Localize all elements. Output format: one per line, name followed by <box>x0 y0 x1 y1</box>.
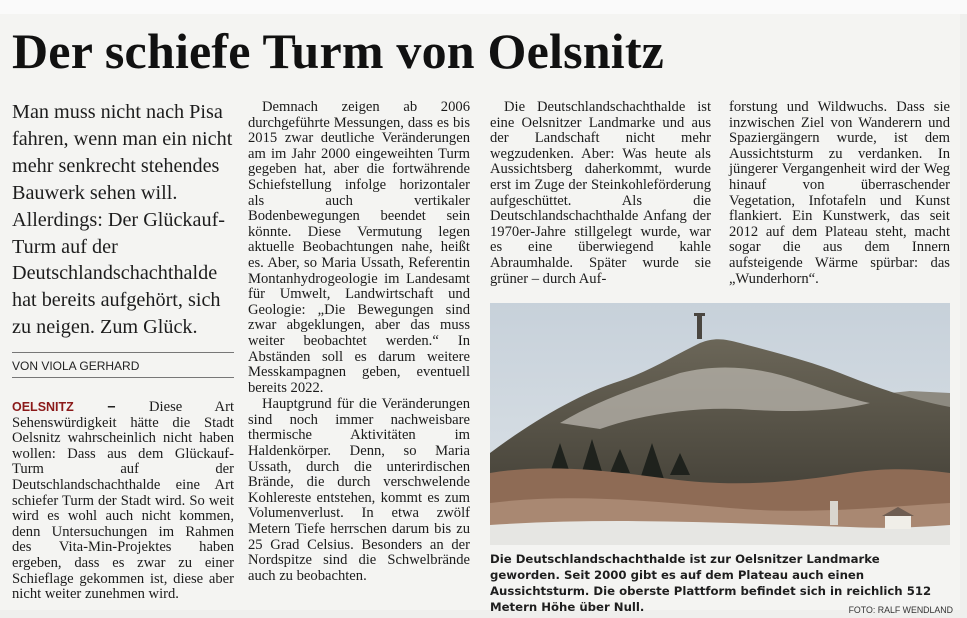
photo-hill-with-tower <box>490 303 950 545</box>
photo-credit: FOTO: RALF WENDLAND <box>848 605 953 615</box>
headline: Der schiefe Turm von Oelsnitz <box>12 23 665 79</box>
column-2-paragraph-1: Demnach zeigen ab 2006 durchgeführte Messungen, dass es bis 2015 zwar deutliche Veränderungen am im Jahr 2000 eingeweihten Turm gegeben hat, aber die fortwährende Schiefstellung infolge horizontaler als auch vertikaler Bodenbewegungen beendet sein könnte. Diese Vermutung legen aktuelle Beobachtungen nahe, heißt es. Aber, so Maria Ussath, Referentin Montanhydrogeologie im Landesamt für Umwelt, Landwirtschaft und Geologie: „Die Bewegungen sind zwar abgeklungen, aber das muss weiter beobachtet werden.“ In Abständen soll es darum weitere Messkampagnen geben, eventuell bereits 2022. <box>248 99 470 396</box>
landscape-photo <box>490 303 950 545</box>
column-3-text: Die Deutschlandschachthalde ist eine Oelsnitzer Landmarke und aus der Landschaft nicht mehr wegzudenken. Aber: Was heute als Aussichtsberg daherkommt, wurde erst im Zuge der Steinkohleförderung aufgeschüttet. Als die Deutschlandschachthalde Anfang der 1970er-Jahre stillgelegt wurde, war es eine überwiegend kahle Abraumhalde. Später wurde sie grüner – durch Auf- <box>490 99 711 287</box>
column-1-text <box>12 400 234 603</box>
column-2-paragraph-2: Hauptgrund für die Veränderungen sind noch immer nachweisbare thermische Aktivitäten im Haldenkörper. Denn, so Maria Ussath, durch die unterirdischen Brände, die durch verschwelende Kohlereste entstehen, kommt es zum Volumenverlust. In etwa zwölf Metern Tiefe herrschen darum bis zu 25 Grad Celsius. Besonders an der Nordspitze sind die Schwelbrände auch zu beobachten. <box>248 396 470 584</box>
lead-paragraph: Man muss nicht nach Pisa fahren, wenn man ein nicht mehr senkrecht stehendes Bauwerk sehen will. Allerdings: Der Glückauf-Turm auf der Deutschlandschachthalde hat bereits aufgehört, sich zu neigen. Zum Glück. <box>12 101 233 339</box>
dateline: OELSNITZ <box>12 400 74 414</box>
dateline-dash: – <box>73 399 149 415</box>
column-4-text: forstung und Wildwuchs. Dass sie inzwischen Ziel von Wanderern und Spaziergängern wurde, ist dem Aussichtsturm zu verdanken. In jüngerer Vergangenheit wird der Weg hinauf von überraschender Vegetation, Infotafeln und Kunst flankiert. Ein Kunstwerk, das seit 2012 auf dem Plateau steht, macht sogar die aus dem Innern aufsteigende Wärme spürbar: das „Wunderhorn“. <box>729 99 950 287</box>
byline: VON VIOLA GERHARD <box>12 352 234 378</box>
photo-caption <box>490 551 953 618</box>
column-2 <box>248 100 470 584</box>
column-1-body: Diese Art Sehenswürdigkeit hätte die Stadt Oelsnitz wahrscheinlich nicht haben wollen: Dass aus dem Glückauf-Turm auf der Deutschlandschachthalde eine Art schiefer Turm der Stadt wird. So weit wird es wohl auch nicht kommen, denn Untersuchungen im Rahmen des Vita-Min-Projektes haben ergeben, dass es zwar zu einer Schieflage gekommen ist, diese aber nicht weiter zunehmen wird. <box>12 399 234 603</box>
top-margin-strip <box>0 0 967 14</box>
caption-text: Die Deutschlandschachthalde ist zur Oelsnitzer Landmarke geworden. Seit 2000 gibt es auf dem Plateau auch einen Aussichtsturm. Die oberste Plattform befindet sich in reichlich 512 Metern Höhe über Null. <box>490 552 932 614</box>
